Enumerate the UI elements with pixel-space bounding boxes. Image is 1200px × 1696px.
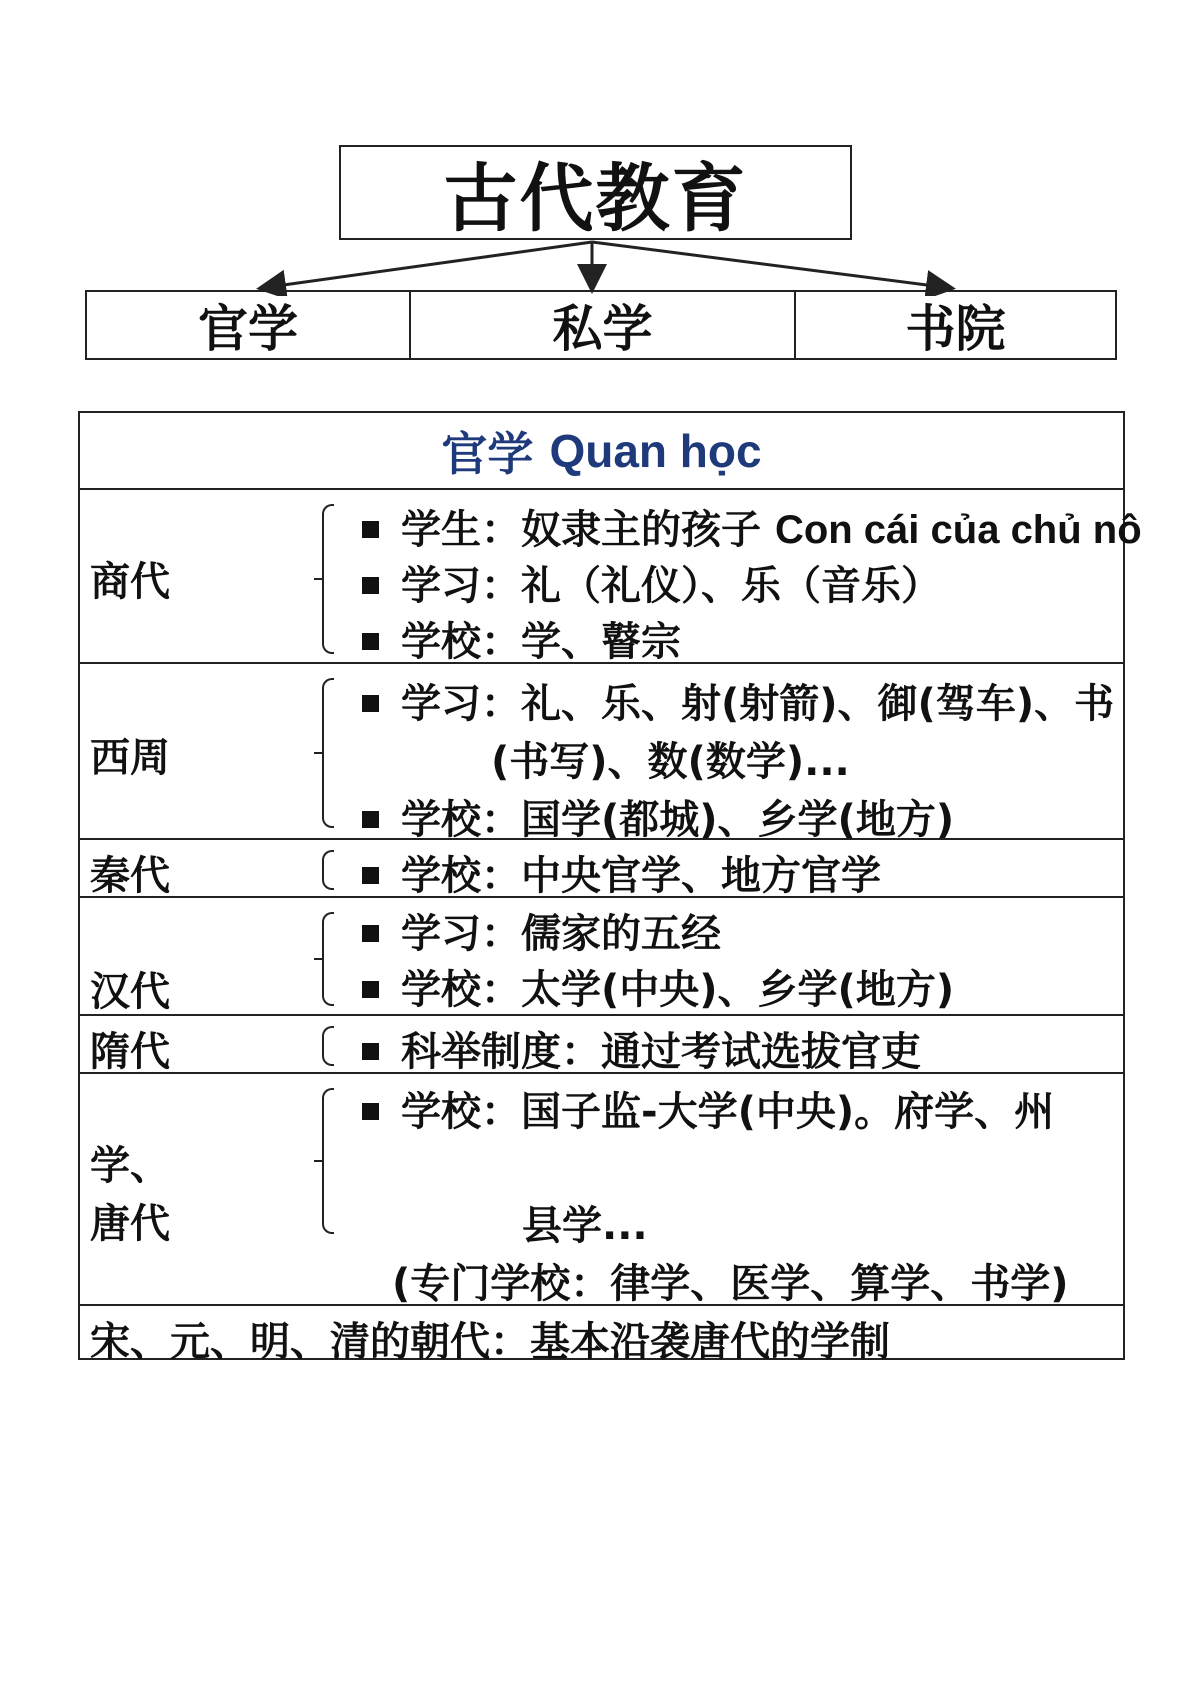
list-item: 学校：国子监-大学(中央)。府学、州 bbox=[362, 1080, 1054, 1137]
row-sui bbox=[80, 1016, 1123, 1074]
bullet-icon bbox=[362, 1043, 379, 1060]
list-item: 学校：太学(中央)、乡学(地方) bbox=[362, 958, 954, 1015]
era-label: 商代 bbox=[90, 559, 170, 605]
bullet-icon bbox=[362, 577, 379, 594]
bullet-icon bbox=[362, 695, 379, 712]
table-title-vn: Quan học bbox=[549, 424, 762, 477]
era-label: 秦代 bbox=[90, 853, 170, 899]
bullet-icon bbox=[362, 633, 379, 650]
bullet-icon bbox=[362, 867, 379, 884]
list-item: 学生：奴隶主的孩子 Con cái của chủ nô bbox=[362, 498, 1142, 555]
era-label: 学、 bbox=[90, 1143, 170, 1189]
era-label: 汉代 bbox=[90, 969, 170, 1015]
arrow-right bbox=[592, 242, 950, 288]
table-title-cn: 官学 bbox=[441, 426, 534, 481]
list-item: 学校：学、瞽宗 bbox=[362, 610, 681, 667]
branch-private: 私学 bbox=[411, 292, 796, 358]
era-label: 西周 bbox=[90, 735, 170, 781]
bullet-icon bbox=[362, 925, 379, 942]
row-later-dynasties bbox=[80, 1306, 1123, 1365]
table-title bbox=[80, 413, 1123, 490]
branch-arrows bbox=[0, 238, 1200, 296]
root-title: 古代教育 bbox=[443, 155, 748, 242]
row-western-zhou bbox=[80, 664, 1123, 843]
bullet-icon bbox=[362, 1103, 379, 1120]
list-item-continuation: 县学... bbox=[522, 1203, 648, 1249]
row-han bbox=[80, 898, 1123, 1016]
official-school-table bbox=[78, 411, 1142, 1365]
branch-academy: 书院 bbox=[905, 300, 1006, 358]
list-item: 学习：礼、乐、射(射箭)、御(驾车)、书 bbox=[362, 672, 1114, 729]
row-shang bbox=[80, 490, 1142, 665]
list-item: 学校：国学(都城)、乡学(地方) bbox=[362, 788, 954, 845]
row-qin bbox=[80, 840, 1123, 898]
brace bbox=[322, 1026, 334, 1066]
bullet-icon bbox=[362, 981, 379, 998]
branch-official: 官学 bbox=[87, 292, 411, 358]
row-tang bbox=[80, 1074, 1123, 1306]
bullet-icon bbox=[362, 521, 379, 538]
list-item-continuation: (书写)、数(数学)... bbox=[491, 739, 850, 785]
list-item: 科举制度：通过考试选拔官吏 bbox=[362, 1020, 921, 1077]
branch-row bbox=[85, 290, 1117, 360]
arrow-left bbox=[262, 242, 592, 288]
brace bbox=[322, 850, 334, 890]
specialized-schools-note: (专门学校：律学、医学、算学、书学) bbox=[392, 1261, 1069, 1307]
list-item: 学习：礼（礼仪）、乐（音乐） bbox=[362, 554, 941, 611]
list-item: 学习：儒家的五经 bbox=[362, 902, 721, 959]
bullet-icon bbox=[362, 811, 379, 828]
era-label: 隋代 bbox=[90, 1029, 170, 1075]
list-item: 学校：中央官学、地方官学 bbox=[362, 844, 881, 901]
root-title-box bbox=[339, 145, 852, 240]
era-label: 唐代 bbox=[90, 1201, 170, 1247]
later-dynasties-text: 宋、元、明、清的朝代：基本沿袭唐代的学制 bbox=[90, 1319, 890, 1365]
